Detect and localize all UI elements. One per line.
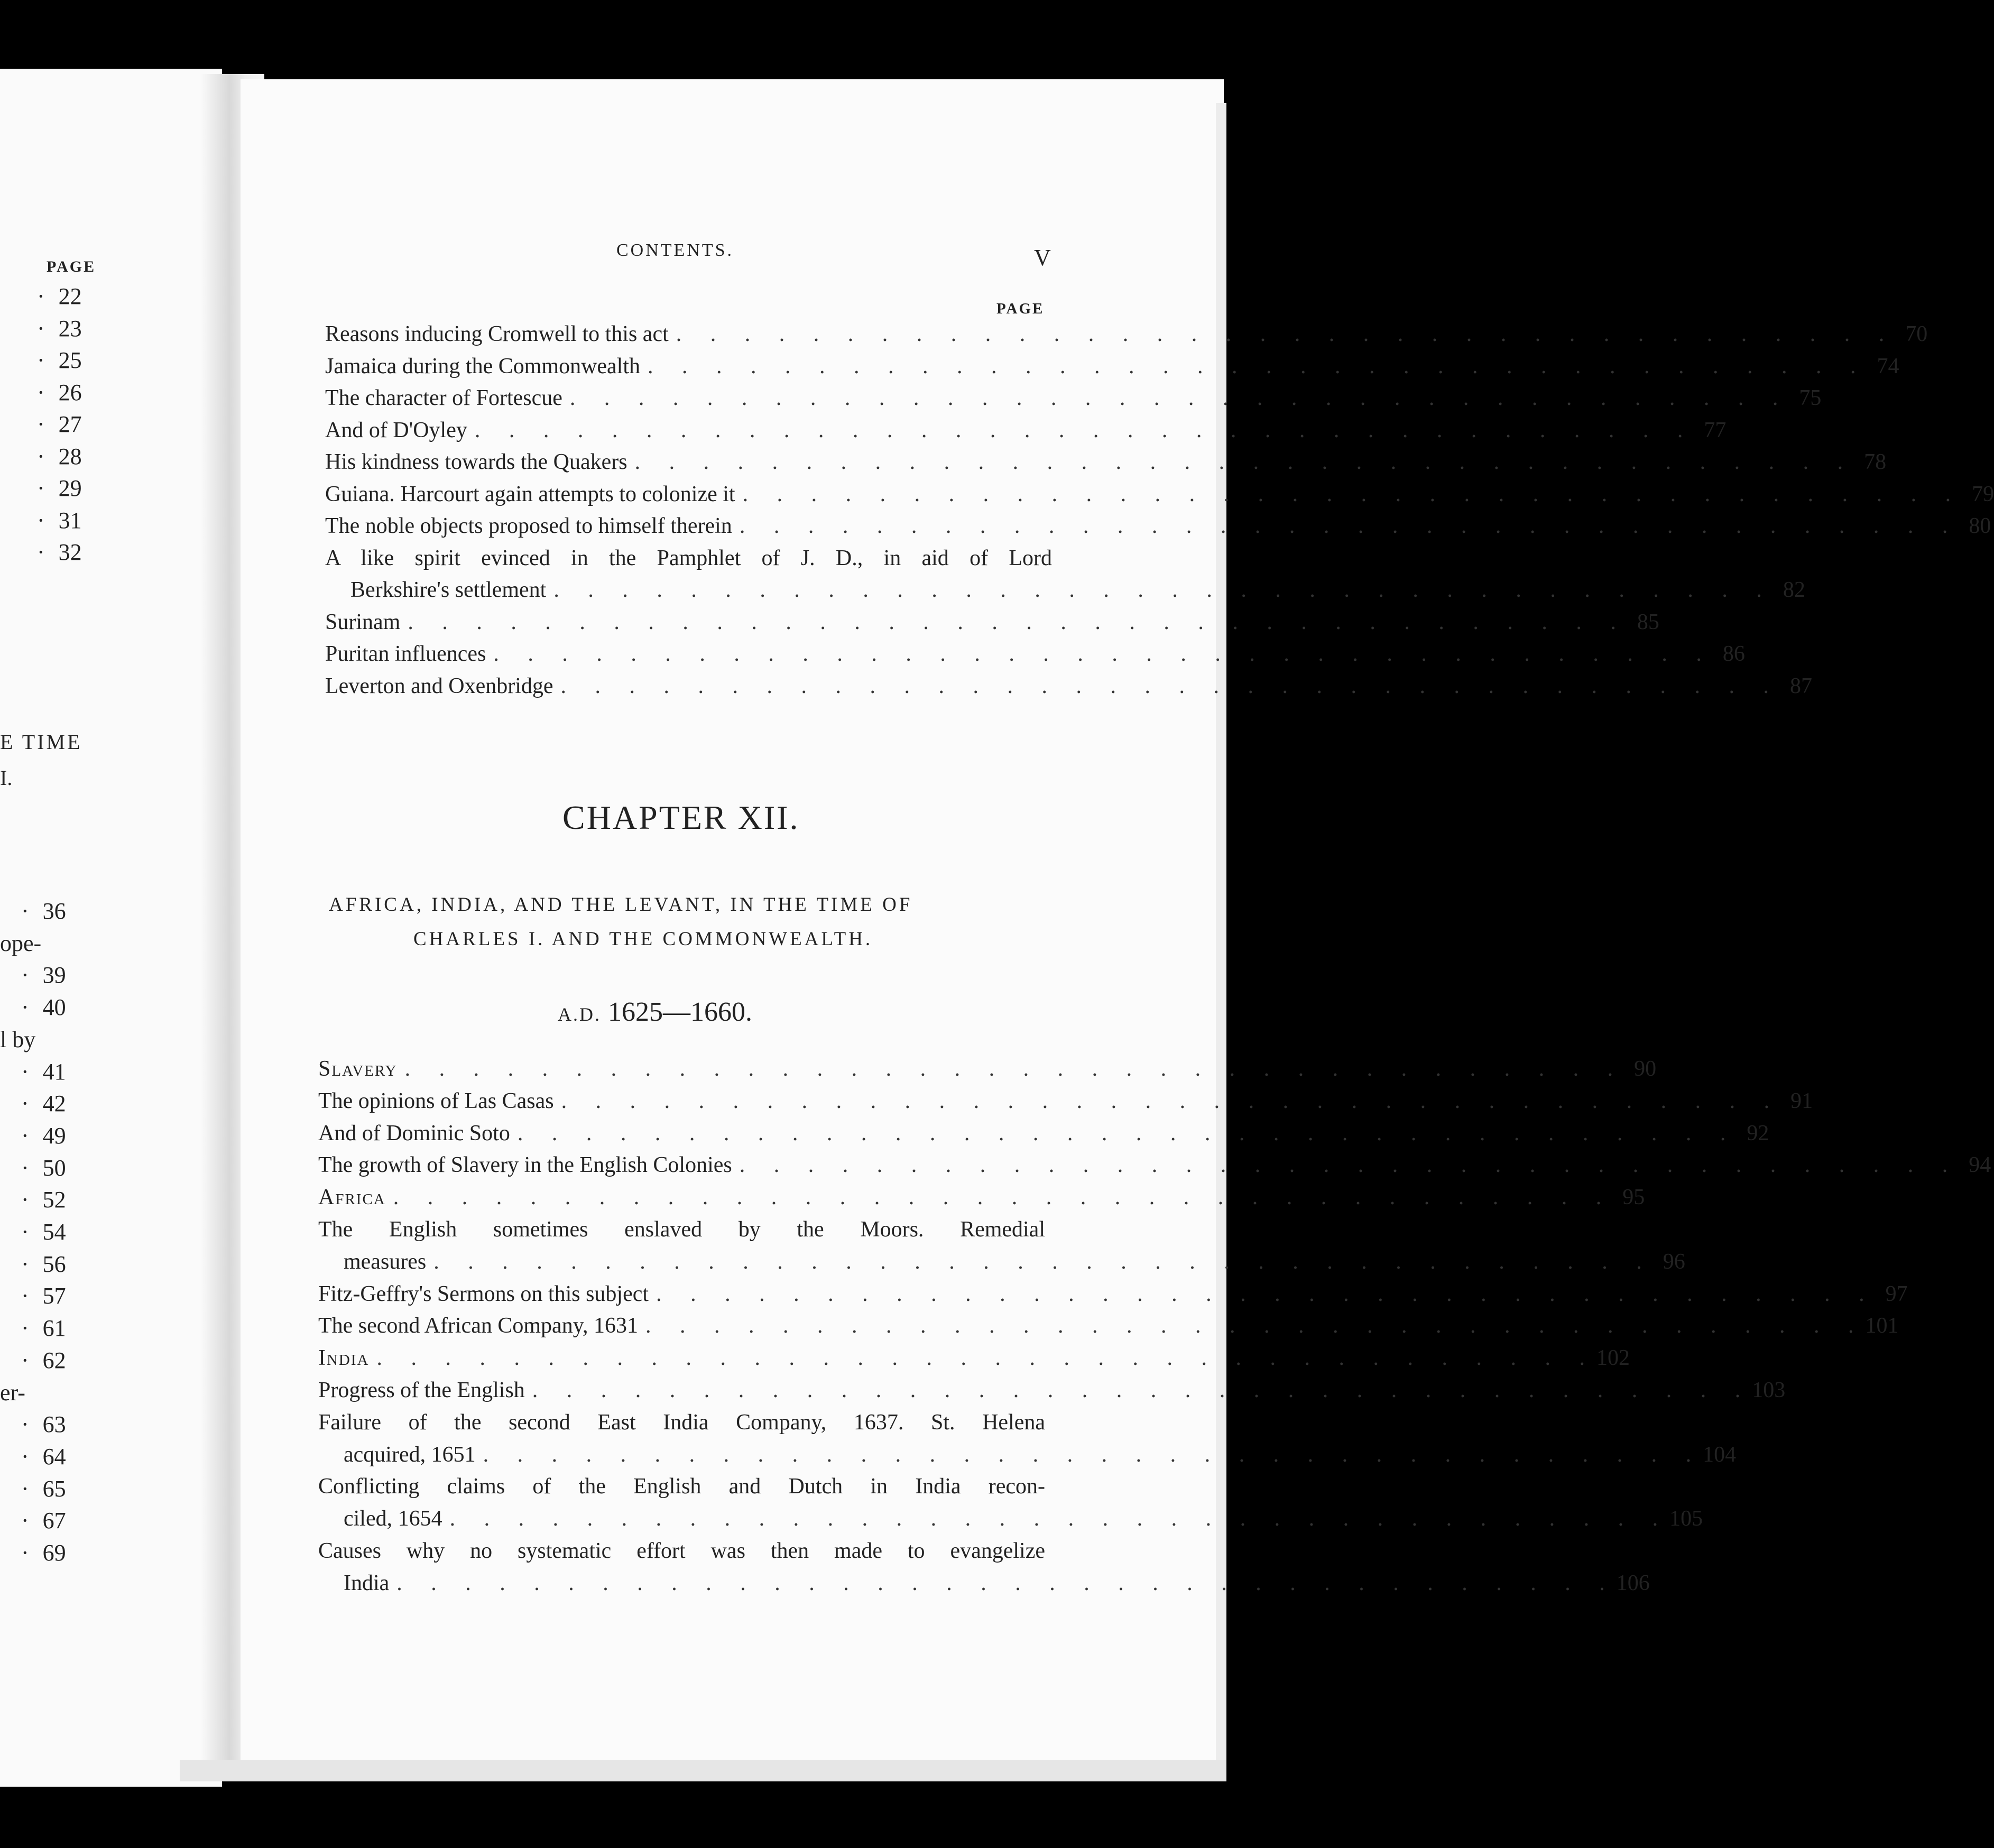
leader-dot: · [21,1315,29,1342]
left-page-number [21,1443,66,1470]
leader-dot: · [37,411,45,437]
toc-entry-page: 92 [1747,1121,1769,1145]
toc-entry [325,574,1805,606]
toc-leader-dots: . . . . . . . . . . . . . . . . . . . . . . . . . . . . . . . . . . . . [739,1153,1960,1178]
toc-entry-page: 105 [1669,1507,1703,1531]
toc-entry-page: 103 [1752,1378,1786,1402]
left-page-number [21,1282,66,1309]
toc-entry-page: 86 [1722,642,1745,666]
left-page-number-value: 62 [42,1347,66,1373]
left-page-number [37,379,82,406]
toc-entry [318,1374,1786,1406]
left-page-number-value: 54 [42,1219,66,1245]
toc-leader-dots: . . . . . . . . . . . . . . . . . . . . . . . . . . . . . . . . . . . . [408,609,1628,634]
left-page-number-value: 64 [42,1443,66,1470]
left-page-number-value: 32 [58,539,82,565]
leader-dot: · [21,1154,29,1181]
toc-entry [318,1278,1908,1310]
left-page-number-value: 40 [42,994,66,1021]
toc-leader-dots: . . . . . . . . . . . . . . . . . . . . . . . . . . . . . . . . . . . . [553,578,1774,602]
toc-entry-text: And of D'Oyley [325,418,467,442]
left-page-number [21,1539,66,1566]
toc-entry-page: 79 [1972,482,1994,506]
toc-entry-text: Causes why no systematic effort was then made to evangelize [318,1539,1045,1563]
left-page-number-value: 22 [58,283,82,309]
left-page-number [21,1251,66,1278]
toc-entry [318,1085,1813,1117]
toc-entry-page: 85 [1637,609,1659,634]
toc-entry-page: 78 [1864,450,1887,474]
left-page-number [21,1507,66,1534]
toc-entry [318,1246,1685,1278]
toc-entry-text: Slavery [318,1057,398,1081]
left-page-fragment: er- [0,1379,25,1406]
toc-entry-text: The English sometimes enslaved by the Moors. Remedial [318,1217,1045,1242]
toc-entry [318,1310,1899,1342]
left-page-number-value: 50 [42,1154,66,1181]
toc-leader-dots: . . . . . . . . . . . . . . . . . . . . . . . . . . . . . . . . . . . . [561,1088,1781,1113]
leader-dot: · [21,1508,29,1534]
running-head: CONTENTS. [616,241,734,260]
toc-entry-page: 104 [1703,1442,1737,1467]
toc-entry [318,1117,1769,1149]
toc-entry [325,510,1991,542]
toc-leader-dots: . . . . . . . . . . . . . . . . . . . . . . . . . . . . . . . . . . . . [404,1057,1625,1081]
left-page-number-value: 27 [58,411,82,437]
toc-leader-dots: . . . . . . . . . . . . . . . . . . . . . . . . . . . . . . . . . . . . [560,673,1781,698]
toc-entry-page: 82 [1783,578,1805,602]
toc-entry-text: ciled, 1654 [344,1507,442,1531]
left-page-number-value: 42 [42,1091,66,1117]
toc-entry-text: The growth of Slavery in the English Colonies [318,1153,732,1178]
toc-leader-dots: . . . . . . . . . . . . . . . . . . . . . . . . . . . . . . . . . . . . [645,1314,1866,1338]
toc-entry-text: A like spirit evinced in the Pamphlet of J. D., in aid of Lord [325,546,1052,570]
left-page-number [37,507,82,534]
left-page-number [21,1154,66,1181]
toc-entry-page: 94 [1969,1153,1991,1178]
left-heading-fragment-2: I. [0,766,13,790]
leader-dot: · [21,1411,29,1438]
toc-entry [318,1181,1645,1213]
toc-entry [325,638,1745,670]
toc-entry [325,382,1822,414]
toc-leader-dots: . . . . . . . . . . . . . . . . . . . . . . . . . . . . . . . . . . . . [569,386,1790,410]
left-page-number [37,539,82,566]
leader-dot: · [21,1122,29,1149]
toc-leader-dots: . . . . . . . . . . . . . . . . . . . . . . . . . . . . . . . . . . . . [532,1378,1752,1402]
toc-entry [318,1407,1045,1438]
toc-leader-dots: . . . . . . . . . . . . . . . . . . . . . . . . . . . . . . . . . . . . [376,1346,1596,1371]
left-page-number-value: 69 [42,1540,66,1566]
left-page-number [37,315,82,342]
page-column-label: PAGE [996,300,1045,317]
toc-entry [325,542,1052,574]
toc-entry [318,1214,1045,1245]
left-page-number [37,475,82,502]
leader-dot: · [37,315,45,341]
leader-dot: · [21,1540,29,1566]
left-page-number-value: 49 [42,1122,66,1149]
leader-dot: · [21,1347,29,1373]
toc-entry-text: The opinions of Las Casas [318,1088,554,1113]
left-page-number-value: 61 [42,1315,66,1342]
left-page-number-value: 57 [42,1283,66,1309]
left-page-number-value: 41 [42,1058,66,1085]
toc-entry-text: Guiana. Harcourt again attempts to colonize it [325,482,735,506]
chapter-subtitle-line2: CHARLES I. AND THE COMMONWEALTH. [413,928,873,950]
leader-dot: · [21,1251,29,1277]
leader-dot: · [21,1475,29,1502]
toc-entry-page: 80 [1969,514,1991,538]
toc-entry [325,478,1994,510]
left-page-number [21,1218,66,1245]
toc-entry-text: India [318,1346,370,1371]
toc-entry-text: His kindness towards the Quakers [325,450,627,474]
toc-entry-text: Africa [318,1185,386,1210]
left-page-label: PAGE [47,258,96,275]
left-page-number [21,898,66,925]
toc-entry-text: Puritan influences [325,642,486,666]
left-page-number [21,994,66,1021]
left-page-number-value: 65 [42,1475,66,1502]
toc-leader-dots: . . . . . . . . . . . . . . . . . . . . . . . . . . . . . . . . . . . . [739,514,1960,538]
leader-dot: · [21,1283,29,1309]
left-page-number-value: 67 [42,1508,66,1534]
toc-entry [318,1053,1657,1085]
toc-entry-text: The second African Company, 1631 [318,1314,638,1338]
toc-entry-page: 106 [1616,1570,1650,1595]
page-bottom-edge [180,1760,1226,1781]
chapter-date [558,996,752,1028]
toc-leader-dots: . . . . . . . . . . . . . . . . . . . . . . . . . . . . . . . . . . . . [449,1507,1670,1531]
toc-entry-text: Berkshire's settlement [350,578,547,602]
left-page-number-value: 36 [42,898,66,924]
toc-entry-text: Reasons inducing Cromwell to this act [325,322,669,346]
toc-leader-dots: . . . . . . . . . . . . . . . . . . . . . . . . . . . . . . . . . . . . [396,1570,1617,1595]
toc-entry [325,414,1727,446]
left-page-number [21,1186,66,1213]
toc-entry [325,350,1899,382]
left-page-number [37,411,82,438]
leader-dot: · [37,379,45,405]
left-page-number [21,1411,66,1438]
left-page-fragment: l by [0,1026,36,1052]
toc-entry [318,1503,1703,1535]
toc-entry-page: 96 [1663,1249,1685,1274]
toc-entry [318,1471,1045,1502]
leader-dot: · [37,539,45,565]
left-page-number [21,962,66,988]
toc-entry-text: Progress of the English [318,1378,525,1402]
toc-entry-text: Jamaica during the Commonwealth [325,354,641,378]
toc-entry-page: 74 [1877,354,1899,378]
toc-entry [318,1535,1045,1567]
left-page-number [21,1315,66,1342]
toc-entry [325,318,1928,350]
left-page-fragment: ope- [0,930,42,956]
leader-dot: · [21,1091,29,1117]
toc-entry-text: Conflicting claims of the English and Dutch in India recon- [318,1474,1045,1499]
leader-dot: · [37,283,45,309]
toc-entry-text: The noble objects proposed to himself therein [325,514,732,538]
toc-entry [325,446,1887,478]
left-page-number [37,347,82,374]
toc-entry-page: 95 [1622,1185,1645,1210]
left-page-number-value: 52 [42,1187,66,1213]
left-page-number [21,1090,66,1117]
toc-entry-text: Fitz-Geffry's Sermons on this subject [318,1281,649,1306]
left-page-number-value: 56 [42,1251,66,1277]
toc-entry-text: And of Dominic Soto [318,1121,510,1145]
toc-leader-dots: . . . . . . . . . . . . . . . . . . . . . . . . . . . . . . . . . . . . [517,1121,1738,1145]
left-page-number-value: 63 [42,1411,66,1438]
left-page-number-value: 23 [58,315,82,341]
toc-entry-page: 77 [1704,418,1727,442]
chapter-date-prefix: A.D. [558,1004,601,1025]
leader-dot: · [21,1187,29,1213]
left-page-number-value: 28 [58,443,82,469]
toc-leader-dots: . . . . . . . . . . . . . . . . . . . . . . . . . . . . . . . . . . . . [634,450,1855,474]
toc-entry-page: 75 [1799,386,1822,410]
toc-entry-page: 91 [1790,1088,1813,1113]
left-page-number [21,1122,66,1149]
leader-dot: · [21,898,29,924]
toc-leader-dots: . . . . . . . . . . . . . . . . . . . . . . . . . . . . . . . . . . . . [648,354,1868,378]
left-page-number [21,1475,66,1502]
toc-entry-page: 102 [1596,1346,1630,1371]
toc-entry-text: The character of Fortescue [325,386,562,410]
toc-entry-page: 97 [1885,1281,1908,1306]
leader-dot: · [37,507,45,533]
toc-entry-page: 70 [1905,322,1928,346]
toc-entry-text: Surinam [325,609,401,634]
toc-entry [318,1342,1630,1374]
toc-leader-dots: . . . . . . . . . . . . . . . . . . . . . . . . . . . . . . . . . . . . [393,1185,1613,1210]
leader-dot: · [37,443,45,469]
left-page-number-value: 29 [58,475,82,501]
toc-entry [318,1149,1991,1181]
leader-dot: · [21,994,29,1021]
left-page-number [37,443,82,470]
toc-entry [318,1567,1650,1599]
chapter-subtitle-line1: AFRICA, INDIA, AND THE LEVANT, IN THE TIME OF [329,894,913,916]
left-page-number [37,283,82,310]
left-page-number-value: 25 [58,347,82,373]
leader-dot: · [37,347,45,373]
toc-entry-text: Failure of the second East India Company, 1637. St. Helena [318,1410,1045,1435]
left-page-number-value: 31 [58,507,82,533]
leader-dot: · [21,1443,29,1470]
left-heading-fragment-1: E TIME [0,730,82,754]
toc-leader-dots: . . . . . . . . . . . . . . . . . . . . . . . . . . . . . . . . . . . . [742,482,1963,506]
toc-entry-page: 90 [1634,1057,1657,1081]
left-page-number [21,1058,66,1085]
toc-entry-page: 87 [1790,673,1813,698]
toc-leader-dots: . . . . . . . . . . . . . . . . . . . . . . . . . . . . . . . . . . . . [676,322,1896,346]
toc-entry-page: 101 [1865,1314,1899,1338]
chapter-title: CHAPTER XII. [562,799,800,836]
toc-entry-text: acquired, 1651 [344,1442,476,1467]
toc-leader-dots: . . . . . . . . . . . . . . . . . . . . . . . . . . . . . . . . . . . . [483,1442,1703,1467]
toc-entry [318,1439,1737,1471]
toc-leader-dots: . . . . . . . . . . . . . . . . . . . . . . . . . . . . . . . . . . . . [433,1249,1654,1274]
left-page-number-value: 39 [42,962,66,988]
toc-leader-dots: . . . . . . . . . . . . . . . . . . . . . . . . . . . . . . . . . . . . [493,642,1713,666]
toc-entry [325,670,1813,702]
chapter-date-range: 1625—1660. [608,997,752,1027]
leader-dot: · [21,962,29,988]
toc-leader-dots: . . . . . . . . . . . . . . . . . . . . . . . . . . . . . . . . . . . . [474,418,1695,442]
left-page-number-value: 26 [58,379,82,405]
toc-entry-text: measures [344,1249,427,1274]
page-numeral: V [1034,245,1051,271]
leader-dot: · [37,475,45,501]
toc-entry [325,606,1659,638]
leader-dot: · [21,1058,29,1085]
toc-leader-dots: . . . . . . . . . . . . . . . . . . . . . . . . . . . . . . . . . . . . [656,1281,1876,1306]
toc-entry-text: Leverton and Oxenbridge [325,673,553,698]
toc-entry-text: India [344,1570,390,1595]
leader-dot: · [21,1219,29,1245]
left-page-number [21,1347,66,1374]
